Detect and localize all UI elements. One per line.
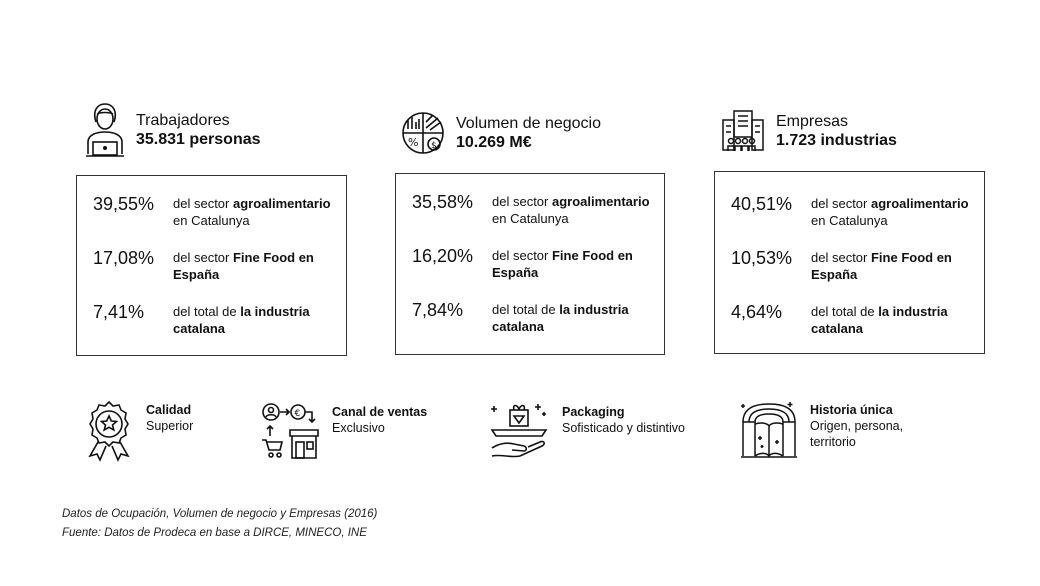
stat-header-companies [720,108,897,154]
stat-card-business-volume [395,173,665,355]
stat-value: 35.831 personas [136,131,261,148]
stat-value: 1.723 industrias [776,132,897,149]
stat-card-companies [714,171,985,354]
stat-description: del sector agroalimentario en Catalunya [492,194,650,226]
stat-percentage: 39,55% [93,194,155,214]
stat-row [715,247,984,287]
feature-history [740,400,903,460]
feature-quality [84,400,193,462]
sales-channel-icon [258,402,320,460]
company-building-icon [720,108,766,154]
stat-percentage: 7,84% [412,300,464,320]
stat-description: del sector Fine Food en España [173,250,314,282]
stat-percentage: 40,51% [731,194,793,214]
feature-subtitle: Origen, persona, [810,419,904,433]
stat-description: del total de la industria catalana [173,304,310,336]
stat-description: del sector Fine Food en España [811,250,952,282]
stat-row [396,299,664,339]
feature-subtitle: Exclusivo [332,421,385,435]
history-book-icon [740,400,798,460]
feature-packaging [488,402,685,460]
svg-text:€: € [294,409,301,419]
feature-title: Packaging [562,405,625,419]
stat-row [77,247,346,287]
feature-title: Canal de ventas [332,405,428,419]
stat-percentage: 4,64% [731,302,783,322]
stat-percentage: 7,41% [93,302,145,322]
footnote-data: Datos de Ocupación, Volumen de negocio y Empresas (2016) [62,508,378,520]
stat-percentage: 17,08% [93,248,155,268]
business-volume-icon [400,110,446,156]
stat-description: del sector Fine Food en España [492,248,633,280]
packaging-gift-icon [488,402,550,460]
stat-row [396,245,664,285]
stat-row [396,191,664,231]
footnote-source: Fuente: Datos de Prodeca en base a DIRCE, MINECO, INE [62,527,367,539]
stat-card-workers [76,175,347,356]
feature-title: Historia única [810,403,893,417]
stat-value: 10.269 M€ [456,134,532,151]
stat-row [77,301,346,341]
svg-text:%: % [408,136,419,149]
feature-subtitle: Sofisticado y distintivo [562,421,685,435]
stat-header-business-volume [400,110,601,156]
stat-label: Volumen de negocio [456,115,601,132]
feature-sales-channel [258,402,427,460]
stat-label: Trabajadores [136,112,230,129]
stat-percentage: 10,53% [731,248,793,268]
stat-row [77,193,346,233]
worker-icon [84,102,126,158]
feature-title: Calidad [146,403,192,417]
stat-row [715,301,984,341]
stat-header-workers [84,102,261,158]
stat-description: del total de la industria catalana [811,304,948,336]
stat-description: del sector agroalimentario en Catalunya [173,196,331,228]
stat-label: Empresas [776,113,849,130]
feature-subtitle: Superior [146,419,194,433]
stat-row [715,193,984,233]
feature-subtitle: territorio [810,435,856,449]
quality-medal-icon [84,400,134,462]
stat-description: del sector agroalimentario en Catalunya [811,196,969,228]
stat-percentage: 35,58% [412,192,474,212]
stat-description: del total de la industria catalana [492,302,629,334]
svg-text:$: $ [431,141,437,151]
stat-percentage: 16,20% [412,246,474,266]
